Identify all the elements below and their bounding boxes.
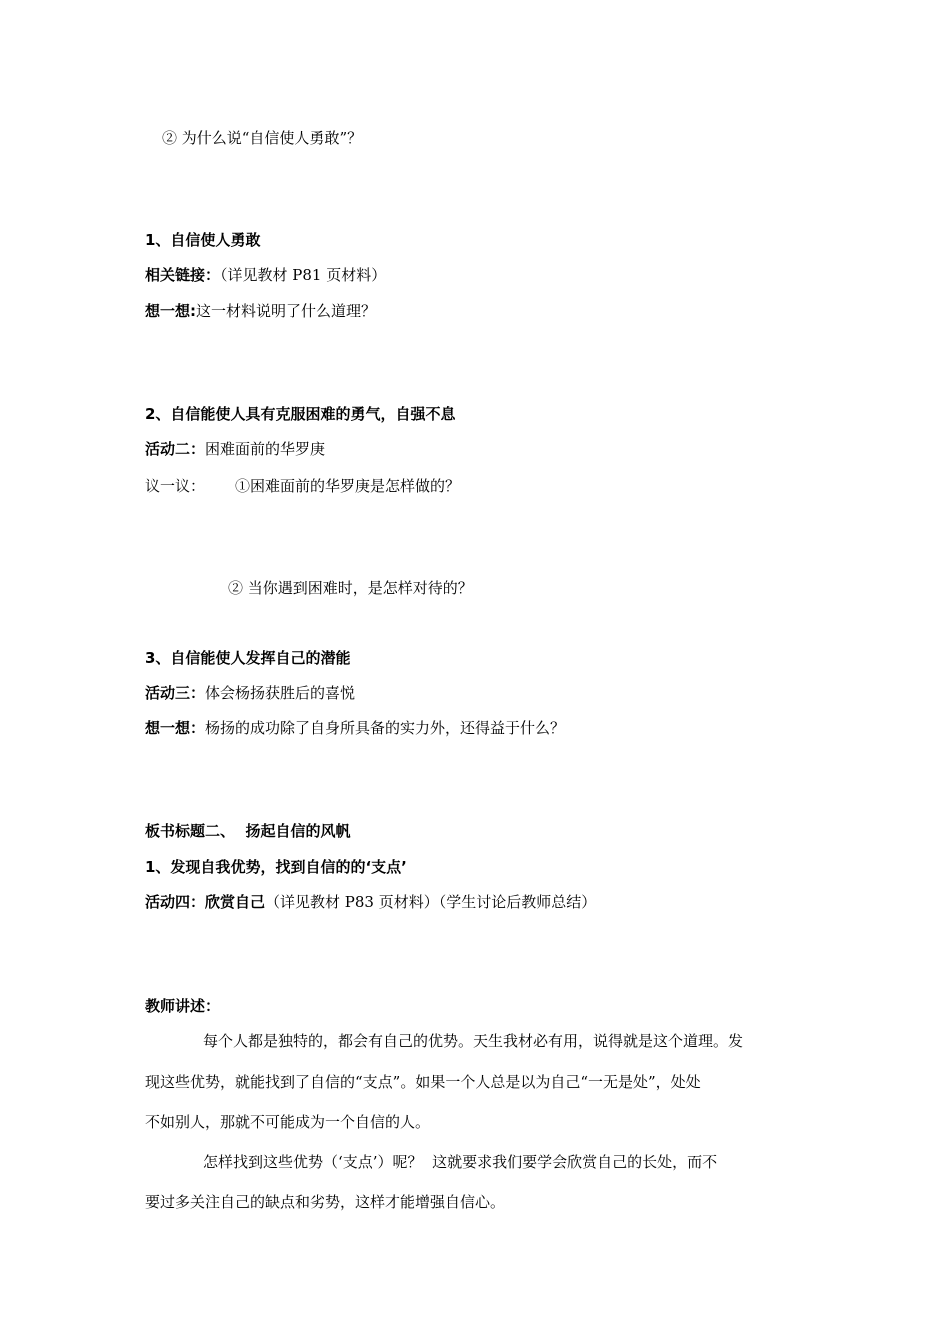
question-why-brave: ② 为什么说“自信使人勇敢”？ — [162, 129, 363, 147]
section1-title: 1、自信使人勇敢 — [145, 231, 261, 249]
teacher-p1-line1: 每个人都是独特的，都会有自己的优势。天生我材必有用，说得就是这个道理。发 — [203, 1032, 744, 1050]
teacher-p2-line2: 要过多关注自己的缺点和劣势，这样才能增强自信心。 — [145, 1193, 506, 1211]
section2-activity — [145, 439, 325, 459]
teacher-label: 教师讲述： — [145, 997, 221, 1015]
section2-discuss-q1: ①困难面前的华罗庚是怎样做的？ — [235, 477, 461, 495]
section3-activity — [145, 683, 355, 703]
think-text: 杨扬的成功除了自身所具备的实力外，还得益于什么？ — [205, 719, 566, 737]
board-sub1: 1、发现自我优势，找到自信的的‘支点’ — [145, 858, 407, 876]
section1-think — [145, 301, 376, 321]
section2-discuss-q2: ② 当你遇到困难时，是怎样对待的？ — [228, 579, 473, 597]
activity-label: 活动四：欣赏自己 — [145, 893, 266, 911]
think-label: 想一想： — [145, 719, 206, 737]
section2-discuss-label: 议一议： — [145, 477, 206, 495]
section1-link — [145, 265, 386, 285]
activity-text: 困难面前的华罗庚 — [205, 440, 326, 458]
teacher-p2-line1: 怎样找到这些优势（‘支点’）呢？ 这就要求我们要学会欣赏自己的长处，而不 — [203, 1153, 718, 1171]
link-label: 相关链接： — [145, 266, 221, 284]
think-text: 这一材料说明了什么道理？ — [196, 302, 377, 320]
activity-text: （详见教材 P83 页材料）（学生讨论后教师总结） — [265, 893, 597, 911]
section2-title: 2、自信能使人具有克服困难的勇气，自强不息 — [145, 405, 456, 423]
activity-label: 活动二： — [145, 440, 206, 458]
activity-label: 活动三： — [145, 684, 206, 702]
board-activity — [145, 892, 596, 912]
section3-think — [145, 718, 565, 738]
teacher-p1-line2: 现这些优势，就能找到了自信的“支点”。如果一个人总是以为自己“一无是处”，处处 — [145, 1073, 701, 1091]
board-title: 板书标题二、 扬起自信的风帆 — [145, 822, 351, 840]
section3-title: 3、自信能使人发挥自己的潜能 — [145, 649, 351, 667]
activity-text: 体会杨扬获胜后的喜悦 — [205, 684, 356, 702]
think-label: 想一想: — [145, 302, 196, 320]
link-text: （详见教材 P81 页材料） — [220, 266, 387, 284]
teacher-p1-line3: 不如别人，那就不可能成为一个自信的人。 — [145, 1113, 431, 1131]
